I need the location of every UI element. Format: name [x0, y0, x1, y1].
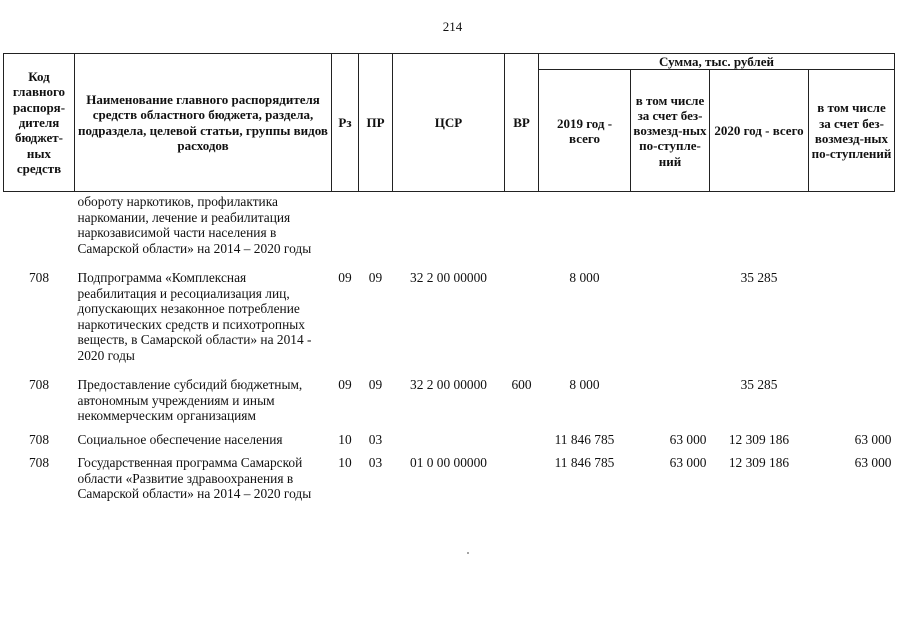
- page-number: 214: [442, 19, 463, 34]
- table-row: [4, 192, 895, 257]
- cell-name: Подпрограмма «Комплексная реабилитация и ресоциализация лиц, допускающих незаконное потребление наркотических средств и психотропных веществ, в Самарской области» на 2014 - 2020 годы: [77, 270, 312, 363]
- cell-free-2020: [809, 256, 895, 363]
- cell-vr: [505, 256, 539, 363]
- cell-name: Государственная программа Самарской области «Развитие здравоохранения в Самарской области» на 2014 – 2020 годы: [77, 455, 312, 502]
- cell-vr: [505, 192, 539, 257]
- cell-free-2019: 63 000: [669, 455, 707, 471]
- table-row: [4, 424, 895, 448]
- cell-pr: 03: [368, 431, 383, 447]
- cell-code: 708: [28, 455, 50, 471]
- cell-csr: 01 0 00 00000: [410, 455, 487, 471]
- header-2019-total: 2019 год - всего: [539, 70, 631, 192]
- cell-name: Предоставление субсидий бюджетным, автономным учреждениям и иным некоммерческим организациям: [77, 377, 303, 424]
- cell-sum-2019: 11 846 785: [554, 431, 615, 447]
- cell-rz: 09: [338, 377, 352, 393]
- cell-pr: 09: [368, 270, 383, 286]
- cell-csr: [393, 424, 505, 448]
- cell-free-2020: [809, 192, 895, 257]
- cell-sum-2019: 8 000: [569, 270, 600, 286]
- cell-sum-2020: 12 309 186: [728, 431, 790, 447]
- header-name: Наименование главного распорядителя средств областного бюджета, раздела, подраздела, целевой статьи, группы видов расходов: [75, 54, 332, 192]
- cell-free-2019: [631, 192, 710, 257]
- budget-table: [3, 53, 895, 502]
- table-header: [4, 54, 895, 192]
- header-csr: ЦСР: [393, 54, 505, 192]
- table-row: [4, 363, 895, 424]
- cell-sum-2019: [539, 192, 631, 257]
- cell-sum-2019: 8 000: [569, 377, 600, 393]
- cell-sum-2020: 35 285: [740, 377, 778, 393]
- cell-csr: 32 2 00 00000: [410, 377, 487, 393]
- cell-csr: 32 2 00 00000: [410, 270, 487, 286]
- header-code: Код главного распоря-дителя бюджет-ных средств: [4, 54, 75, 192]
- cell-sum-2020: 12 309 186: [728, 455, 790, 471]
- header-2020-total: 2020 год - всего: [710, 70, 809, 192]
- cell-csr: [393, 192, 505, 257]
- cell-code: 708: [28, 431, 50, 447]
- cell-free-2020: 63 000: [854, 455, 892, 471]
- cell-vr: [505, 447, 539, 502]
- cell-name: Социальное обеспечение населения: [77, 431, 283, 447]
- cell-sum-2019: 11 846 785: [554, 455, 615, 471]
- cell-free-2020: [809, 363, 895, 424]
- header-pr: ПР: [359, 54, 393, 192]
- cell-rz: [332, 192, 359, 257]
- cell-code: [4, 192, 75, 257]
- cell-code: 708: [28, 377, 50, 393]
- cell-code: 708: [28, 270, 50, 286]
- cell-pr: [359, 192, 393, 257]
- cell-free-2020: 63 000: [854, 431, 892, 447]
- cell-sum-2020: 35 285: [740, 270, 778, 286]
- scan-speck: [467, 552, 469, 554]
- table-body: [4, 192, 895, 502]
- header-rz: Рз: [332, 54, 359, 192]
- cell-rz: 10: [338, 455, 352, 471]
- header-sum-group: Сумма, тыс. рублей: [539, 54, 895, 70]
- cell-name: обороту наркотиков, профилактика наркомании, лечение и реабилитация наркозависимой части населения в Самарской области» на 2014 – 2020 годы: [77, 194, 312, 256]
- cell-free-2019: 63 000: [669, 431, 707, 447]
- table-row: [4, 447, 895, 502]
- header-vr: ВР: [505, 54, 539, 192]
- table-row: [4, 256, 895, 363]
- cell-rz: 10: [338, 431, 352, 447]
- cell-rz: 09: [338, 270, 352, 286]
- cell-pr: 09: [368, 377, 383, 393]
- cell-pr: 03: [368, 455, 383, 471]
- cell-sum-2020: [710, 192, 809, 257]
- cell-vr: [505, 424, 539, 448]
- cell-free-2019: [631, 256, 710, 363]
- cell-vr: 600: [511, 377, 532, 393]
- header-2019-free: в том числе за счет без-возмезд-ных по-ступле-ний: [631, 70, 710, 192]
- cell-free-2019: [631, 363, 710, 424]
- header-2020-free: в том числе за счет без-возмезд-ных по-ступлений: [809, 70, 895, 192]
